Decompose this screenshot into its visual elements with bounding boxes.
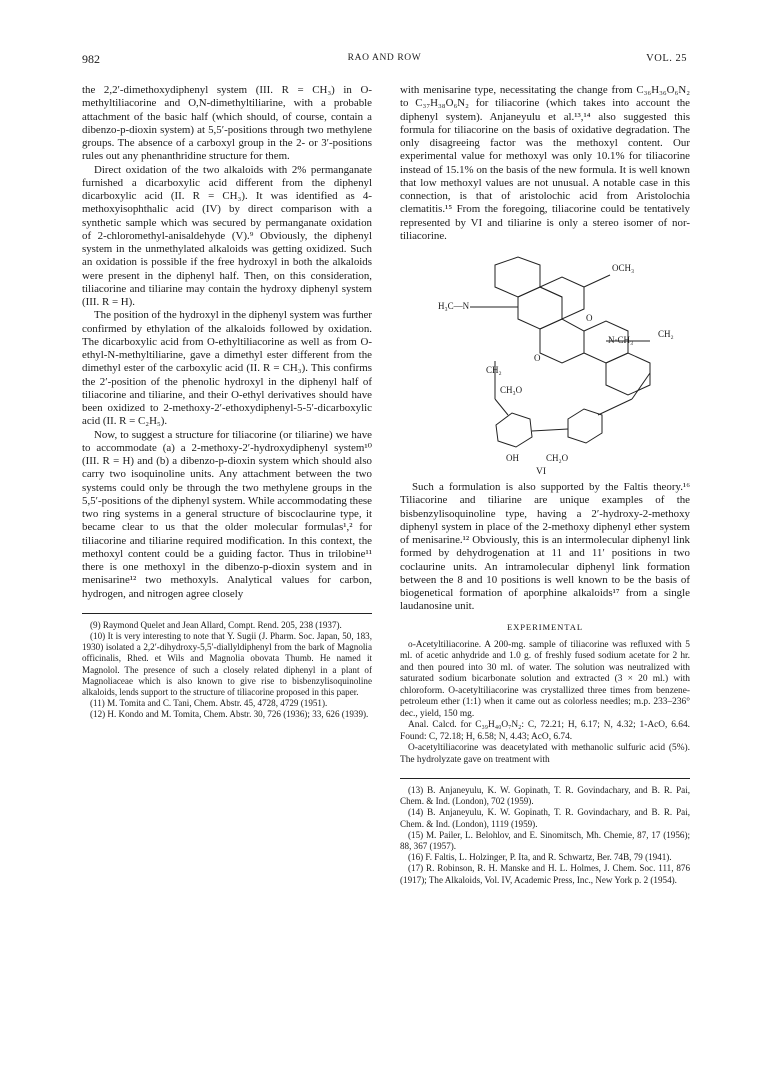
experimental-paragraph: Anal. Calcd. for C₃₉H₄₀O₇N₂: C, 72.21; H, 6.17; N, 4.32; 1-AcO, 6.64. Found: C, 72.18; H, 6.58; N, 4.43; AcO, 6.74. [400, 720, 690, 742]
ring-a [495, 257, 540, 297]
page-number: 982 [82, 52, 100, 66]
ch2-label: CH₂ [486, 365, 502, 375]
page-header [82, 52, 687, 70]
section-heading: EXPERIMENTAL [507, 621, 583, 632]
nch3-label: N·CH₃ [608, 335, 634, 345]
body-paragraph: the 2,2′-dimethoxydiphenyl system (III. R = CH₃) in O-methyltiliacorine and O,N-dimethyltiliarine, with a probable attachment of the basic half (which should, of course, contain a dibenzo-p-dioxin system) at 5,5′-positions through two methylene groups. The absence of a carboxyl group in the 2- or 3′-positions rules out any phenanthridine structure for them. [82, 84, 372, 163]
body-paragraph: The position of the hydroxyl in the diphenyl system was further confirmed by ethylation of the alkaloids followed by oxidation. The dicarboxylic acid from O-ethyltiliacorine as well as from O-ethyl-N-methyltiliarine, gave a dimethyl ester different from the dimethyl ester of the carboxylic acid (II. R = CH₃). This confirms the 2′-position of the phenolic hydroxyl in the diphenyl half of tiliacorine and tiliarine, and their O-ethyl derivatives should have been oxidized to 2-methoxy-2′-ethoxydiphenyl-5-5′-dicarboxylic acid (II. R = C₂H₅). [82, 309, 372, 428]
ring-e [606, 353, 650, 395]
ring-f [496, 413, 532, 447]
footnote-rule [400, 778, 690, 779]
references [400, 785, 690, 886]
body-paragraph: Direct oxidation of the two alkaloids with 2% permanganate furnished a dicarboxylic acid different from the diphenyl dicarboxylic acid (II. R = CH₃). It was identified as 4-methoxyisophthalic acid (IV) by direct comparison with a synthetic sample which was secured by permanganate oxidation of 2-chloromethyl-anisaldehyde (V).⁹ Obviously, the diphenyl system in the unmethylated alkaloids was getting oxidized. Such an oxidation is possible if the free hydroxyl in both the alkaloids were present in the diphenyl half. Then, on this consideration, tiliacorine and tiliarine may contain the hydroxy diphenyl system (III. R = H). [82, 163, 372, 308]
body-paragraph: Now, to suggest a structure for tiliacorine (or tiliarine) we have to accommodate (a) a 2-methoxy-2′-hydroxydiphenyl system¹⁰ (III. R = H) and (b) a dibenzo-p-dioxin system which should also carry two isoquinoline units. Any attachment between the two systems could only be through the two methylene groups in the 5,5′-positions of the diphenyl system. While accommodating these two ring systems in a general structure of biscoclaurine type, it became clear to us that the older molecular formulas¹,² for tiliacorine and tiliarine required modification. In this context, the methoxyl content could be a guiding factor. Thus in trilobine¹¹ there is one methoxyl in the dibenzo-p-dioxin system and in menisarine¹² two methoxyls. Analytical values for carbon, hydrogen, and nitrogen agree closely [82, 428, 372, 600]
reference: (15) M. Pailer, L. Belohlov, and E. Sinomitsch, Mh. Chemie, 87, 17 (1956); 88, 367 (1957). [400, 829, 690, 852]
h3c-n-label: H₃C—N [438, 301, 470, 311]
ring-g [568, 409, 602, 443]
oxygen-label: O [534, 353, 541, 363]
oxygen-label: O [586, 313, 593, 323]
reference: (16) F. Faltis, L. Holzinger, P. Ita, and R. Schwartz, Ber. 74B, 79 (1941). [408, 852, 672, 863]
left-column [82, 84, 372, 721]
experimental-paragraph: o-Acetyltiliacorine. A 200-mg. sample of tiliacorine was refluxed with 5 ml. of acetic anhydride and 1.0 g. of freshly fused sodium acetate for 2 hr. and then poured into 30 ml. of water. The solution was neutralized with saturated sodium bicarbonate solution and extracted (3 × 20 ml.) with chloroform. O-acetyltiliacorine was crystallized three times from benzene-petroleum ether (1:1) when it came out as colorless needles; m.p. 233–236° dec., yield, 150 mg. [400, 639, 690, 719]
experimental-section [400, 640, 690, 767]
body-paragraph: Such a formulation is also supported by the Faltis theory.¹⁶ Tiliacorine and tiliarine are unique examples of the bisbenzylisoquinoline type, having a 2′-hydroxy-2-methoxy diphenyl system in place of the 2-methoxy diphenyl ether system of menisarine.¹² Obviously, this is an intermolecular diphenyl link formed by dehydrogenation at 11 and 11′ positions in two coclaurine units. An intramolecular diphenyl link formation between the 8 and 10 positions is well known to be the basis of biogenetical formation of aporphine alkaloids¹⁷ from a single laudanosine unit. [400, 481, 690, 613]
running-head: RAO AND ROW [347, 53, 422, 63]
footnote: (10) It is very interesting to note that Y. Sugii (J. Pharm. Soc. Japan, 50, 183, 1930) isolated a 2,2′-dihydroxy-5,5′-diallyldiphenyl from the bark of Magnolia officinalis, Rhed. et Wils and Magnolia obovata Thumb. He named it Magnolol. The presence of such a closely related diphenyl in a plant of Magnoliaceae which is also known to give rise to bisbenzylisoquinoline alkaloids, lends support to the structure of tiliacorine proposed in this paper. [82, 630, 372, 697]
footnote-rule [82, 613, 372, 614]
och3-label: OCH₃ [612, 263, 635, 273]
footnote: (12) H. Kondo and M. Tomita, Chem. Abstr. 30, 726 (1936); 33, 626 (1939). [90, 709, 369, 720]
right-column [400, 84, 690, 886]
ch2-label: CH₂ [658, 329, 674, 339]
oh-label: OH [506, 453, 519, 463]
ring-c [540, 277, 584, 319]
structure-label: VI [536, 467, 547, 477]
reference: (14) B. Anjaneyulu, K. W. Gopinath, T. R. Govindachary, and B. R. Pai, Chem. & Ind. (London), 1119 (1959). [400, 807, 690, 829]
ch3o-label: CH₃O [500, 385, 523, 395]
structure-drawing [400, 249, 700, 479]
volume-label: VOL. 25 [646, 53, 687, 64]
ch2o-label: CH₂O [546, 453, 569, 463]
reference: (13) B. Anjaneyulu, K. W. Gopinath, T. R. Govindachary, and B. R. Pai, Chem. & Ind. (London), 702 (1959). [400, 785, 690, 807]
dioxin-ring [540, 319, 584, 363]
ring-b [518, 287, 562, 329]
reference: (17) R. Robinson, R. H. Manske and H. L. Holmes, J. Chem. Soc. 111, 876 (1917); The Alkaloids, Vol. IV, Academic Press, Inc., New York p. 2 (1954). [400, 863, 690, 885]
footnotes [82, 620, 372, 721]
body-paragraph: with menisarine type, necessitating the change from C₃₆H₃₆O₆N₂ to C₃₇H₃₈O₆N₂ for tiliacorine (which takes into account the diphenyl system). Anjaneyulu et al.¹³,¹⁴ also suggested this formula for tiliacorine on the basis of oxidative degradation. The only disagreeing factor was the methoxyl content. Our experimental value for methoxyl was only 10.1% for tiliacorine instead of 15.1% on the basis of the new formula. It is well known that low methoxyl values are not unusual. A notable case in this connection, is that of aristolochic acid from Aristolochia clematitis.¹⁵ From the foregoing, tiliacorine could be tentatively represented by VI and tiliarine is only a stereo isomer of nor-tiliacorine. [400, 84, 690, 242]
footnote: (11) M. Tomita and C. Tani, Chem. Abstr. 45, 4728, 4729 (1951). [90, 698, 328, 709]
structure-diagram-vi [400, 249, 700, 479]
footnote: (9) Raymond Quelet and Jean Allard, Compt. Rend. 205, 238 (1937). [90, 619, 342, 630]
experimental-paragraph: O-acetyltiliacorine was deacetylated with methanolic sulfuric acid (5%). The hydrolyzate gave on treatment with [400, 743, 690, 765]
